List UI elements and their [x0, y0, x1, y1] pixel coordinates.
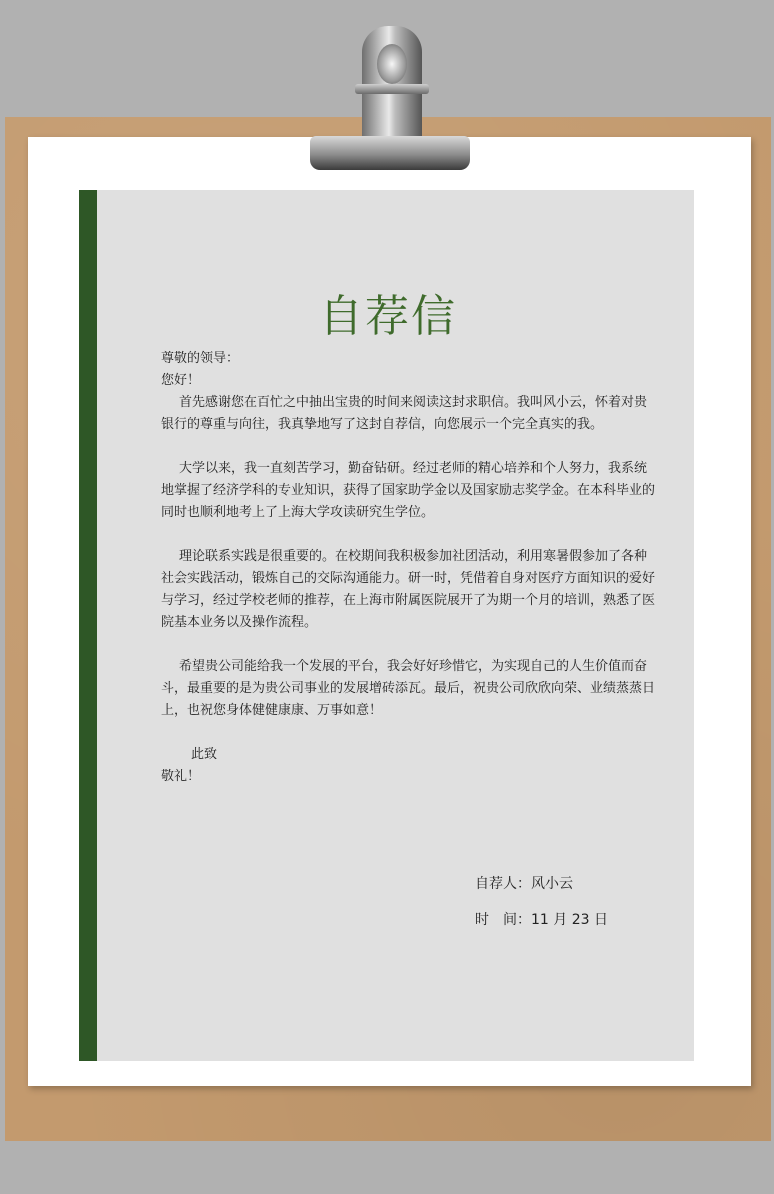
letter-body: [161, 348, 655, 788]
clip-base: [310, 136, 470, 170]
green-stripe: [79, 190, 97, 1061]
paragraph-2: 大学以来，我一直刻苦学习，勤奋钻研。经过老师的精心培养和个人努力，我系统地掌握了经济学科的专业知识，获得了国家助学金以及国家励志奖学金。在本科毕业的同时也顺利地考上了上海大学攻读研究生学位。: [161, 461, 656, 520]
greeting: 尊敬的领导：: [161, 351, 240, 366]
letter-page: [79, 190, 694, 1061]
clip-bar: [355, 84, 429, 94]
letter-title: 自荐信: [319, 291, 457, 342]
signature-block: [475, 866, 608, 938]
binder-clip: [300, 26, 480, 176]
closing-salutation: 此致: [191, 747, 218, 762]
letter-date: 时 间：11 月 23 日: [475, 912, 608, 928]
paragraph-3: 理论联系实践是很重要的。在校期间我积极参加社团活动，利用寒暑假参加了各种社会实践活动，锻炼自己的交际沟通能力。研一时，凭借着自身对医疗方面知识的爱好与学习，经过学校老师的推荐，在上海市附属医院展开了为期一个月的培训，熟悉了医院基本业务以及操作流程。: [161, 549, 656, 630]
closing-respect: 敬礼！: [161, 769, 201, 784]
paragraph-4: 希望贵公司能给我一个发展的平台，我会好好珍惜它，为实现自己的人生价值而奋斗，最重要的是为贵公司事业的发展增砖添瓦。最后，祝贵公司欣欣向荣、业绩蒸蒸日上，也祝您身体健健康康、万事如意！: [161, 659, 656, 718]
paragraph-1: 首先感谢您在百忙之中抽出宝贵的时间来阅读这封求职信。我叫风小云，怀着对贵银行的尊重与向往，我真挚地写了这封自荐信，向您展示一个完全真实的我。: [161, 395, 648, 432]
hello: 您好！: [161, 373, 201, 388]
signer-name: 自荐人：风小云: [475, 876, 573, 892]
clip-rivet-icon: [377, 44, 407, 84]
